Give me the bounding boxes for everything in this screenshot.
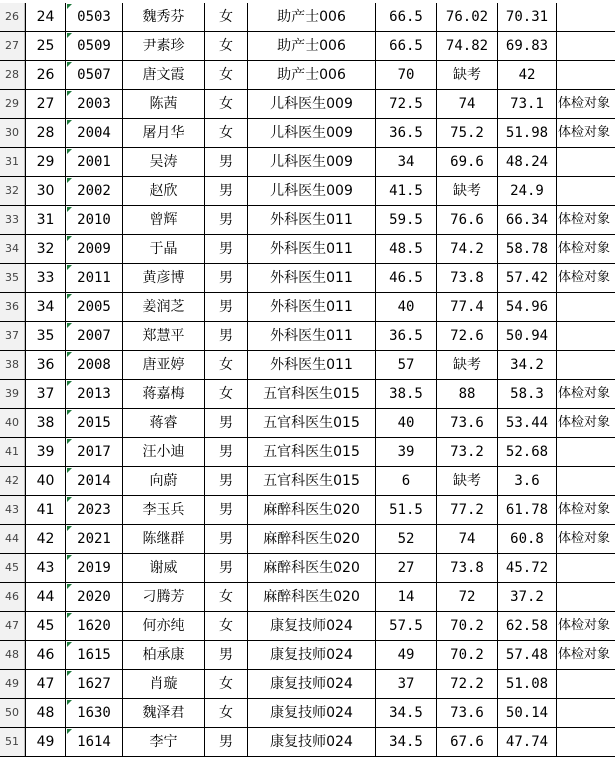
position-cell[interactable]: 助产士006	[248, 3, 376, 31]
table-row	[0, 438, 615, 467]
gender-cell[interactable]: 女	[205, 90, 248, 118]
table-row	[0, 583, 615, 612]
position-cell[interactable]: 康复技师024	[248, 699, 376, 727]
interview-score-cell[interactable]: 74	[437, 90, 498, 118]
exam-code-cell[interactable]: 2015	[66, 409, 123, 437]
sequence-cell[interactable]: 31	[25, 206, 66, 234]
sequence-cell[interactable]: 34	[25, 293, 66, 321]
exam-code-cell[interactable]: 2008	[66, 351, 123, 379]
sequence-cell[interactable]: 39	[25, 438, 66, 466]
note-cell[interactable]: 体检对象	[558, 415, 611, 430]
interview-score-cell[interactable]: 73.8	[437, 264, 498, 292]
written-score-cell[interactable]: 66.5	[376, 32, 437, 60]
row-header[interactable]: 39	[0, 380, 25, 408]
note-cell[interactable]	[557, 61, 615, 89]
row-header[interactable]: 42	[0, 467, 25, 495]
sequence-cell[interactable]: 25	[25, 32, 66, 60]
table-row	[0, 61, 615, 90]
row-header[interactable]: 31	[0, 148, 25, 176]
row-header[interactable]: 29	[0, 90, 25, 118]
note-cell[interactable]	[557, 177, 615, 205]
exam-code-cell[interactable]: 2021	[66, 525, 123, 553]
note-cell[interactable]	[557, 32, 615, 60]
table-row	[0, 467, 615, 496]
name-cell[interactable]: 肖璇	[123, 670, 205, 698]
table-row	[0, 148, 615, 177]
gender-cell[interactable]: 男	[205, 293, 248, 321]
name-cell[interactable]: 魏秀芬	[123, 3, 205, 31]
row-header[interactable]: 51	[0, 728, 25, 756]
note-cell[interactable]	[557, 699, 615, 727]
written-score-cell[interactable]: 49	[376, 641, 437, 669]
table-row	[0, 322, 615, 351]
name-cell[interactable]: 蒋睿	[123, 409, 205, 437]
total-score-cell[interactable]: 51.98	[498, 119, 557, 147]
row-header[interactable]: 44	[0, 525, 25, 553]
row-header[interactable]: 41	[0, 438, 25, 466]
interview-score-cell[interactable]: 70.2	[437, 612, 498, 640]
total-score-cell[interactable]: 52.68	[498, 438, 557, 466]
interview-score-cell[interactable]: 缺考	[437, 467, 498, 495]
total-score-cell[interactable]: 57.48	[498, 641, 557, 669]
row-header[interactable]: 43	[0, 496, 25, 524]
written-score-cell[interactable]: 57.5	[376, 612, 437, 640]
interview-score-cell[interactable]: 72	[437, 583, 498, 611]
row-header[interactable]: 26	[0, 3, 25, 31]
exam-code-cell[interactable]: 1615	[66, 641, 123, 669]
table-row	[0, 264, 615, 293]
note-cell[interactable]	[557, 583, 615, 611]
sequence-cell[interactable]: 48	[25, 699, 66, 727]
position-cell[interactable]: 外科医生011	[248, 351, 376, 379]
position-cell[interactable]: 五官科医生015	[248, 438, 376, 466]
note-cell[interactable]: 体检对象	[558, 212, 611, 227]
gender-cell[interactable]: 女	[205, 119, 248, 147]
interview-score-cell[interactable]: 70.2	[437, 641, 498, 669]
interview-score-cell[interactable]: 73.8	[437, 554, 498, 582]
exam-code-cell[interactable]: 2002	[66, 177, 123, 205]
sequence-cell[interactable]: 29	[25, 148, 66, 176]
name-cell[interactable]: 吴涛	[123, 148, 205, 176]
note-cell[interactable]	[557, 3, 615, 31]
interview-score-cell[interactable]: 69.6	[437, 148, 498, 176]
written-score-cell[interactable]: 27	[376, 554, 437, 582]
gender-cell[interactable]: 男	[205, 525, 248, 553]
exam-code-cell[interactable]: 2009	[66, 235, 123, 263]
written-score-cell[interactable]: 40	[376, 409, 437, 437]
total-score-cell[interactable]: 66.34	[498, 206, 557, 234]
interview-score-cell[interactable]: 73.6	[437, 699, 498, 727]
table-row	[0, 119, 615, 148]
note-cell[interactable]: 体检对象	[558, 96, 611, 111]
table-row	[0, 641, 615, 670]
note-cell[interactable]: 体检对象	[558, 618, 611, 633]
written-score-cell[interactable]: 59.5	[376, 206, 437, 234]
gender-cell[interactable]: 男	[205, 264, 248, 292]
sequence-cell[interactable]: 35	[25, 322, 66, 350]
sequence-cell[interactable]: 38	[25, 409, 66, 437]
sequence-cell[interactable]: 49	[25, 728, 66, 756]
total-score-cell[interactable]: 57.42	[498, 264, 557, 292]
row-header[interactable]: 30	[0, 119, 25, 147]
total-score-cell[interactable]: 24.9	[498, 177, 557, 205]
table-row	[0, 293, 615, 322]
position-cell[interactable]: 康复技师024	[248, 670, 376, 698]
written-score-cell[interactable]: 37	[376, 670, 437, 698]
sequence-cell[interactable]: 26	[25, 61, 66, 89]
exam-code-cell[interactable]: 1620	[66, 612, 123, 640]
sequence-cell[interactable]: 46	[25, 641, 66, 669]
sequence-cell[interactable]: 36	[25, 351, 66, 379]
written-score-cell[interactable]: 41.5	[376, 177, 437, 205]
row-header[interactable]: 48	[0, 641, 25, 669]
position-cell[interactable]: 五官科医生015	[248, 380, 376, 408]
sequence-cell[interactable]: 41	[25, 496, 66, 524]
interview-score-cell[interactable]: 74.82	[437, 32, 498, 60]
name-cell[interactable]: 刁腾芳	[123, 583, 205, 611]
name-cell[interactable]: 蒋嘉梅	[123, 380, 205, 408]
position-cell[interactable]: 儿科医生009	[248, 119, 376, 147]
exam-code-cell[interactable]: 2003	[66, 90, 123, 118]
sequence-cell[interactable]: 45	[25, 612, 66, 640]
row-header[interactable]: 45	[0, 554, 25, 582]
exam-code-cell[interactable]: 2020	[66, 583, 123, 611]
position-cell[interactable]: 外科医生011	[248, 322, 376, 350]
table-row	[0, 3, 615, 32]
table-row	[0, 380, 615, 409]
name-cell[interactable]: 黄彦博	[123, 264, 205, 292]
table-row	[0, 525, 615, 554]
table-row	[0, 177, 615, 206]
written-score-cell[interactable]: 34	[376, 148, 437, 176]
written-score-cell[interactable]: 36.5	[376, 322, 437, 350]
name-cell[interactable]: 魏泽君	[123, 699, 205, 727]
total-score-cell[interactable]: 70.31	[498, 3, 557, 31]
total-score-cell[interactable]: 60.8	[498, 525, 557, 553]
name-cell[interactable]: 向蔚	[123, 467, 205, 495]
row-header[interactable]: 34	[0, 235, 25, 263]
name-cell[interactable]: 汪小迪	[123, 438, 205, 466]
row-header[interactable]: 35	[0, 264, 25, 292]
total-score-cell[interactable]: 69.83	[498, 32, 557, 60]
exam-code-cell[interactable]: 2014	[66, 467, 123, 495]
interview-score-cell[interactable]: 73.2	[437, 438, 498, 466]
total-score-cell[interactable]: 42	[498, 61, 557, 89]
table-row	[0, 32, 615, 61]
sequence-cell[interactable]: 43	[25, 554, 66, 582]
name-cell[interactable]: 姜润芝	[123, 293, 205, 321]
exam-code-cell[interactable]: 2019	[66, 554, 123, 582]
name-cell[interactable]: 谢威	[123, 554, 205, 582]
gender-cell[interactable]: 男	[205, 235, 248, 263]
position-cell[interactable]: 外科医生011	[248, 264, 376, 292]
total-score-cell[interactable]: 58.3	[498, 380, 557, 408]
total-score-cell[interactable]: 34.2	[498, 351, 557, 379]
note-cell[interactable]: 体检对象	[558, 241, 611, 256]
data-grid	[0, 3, 615, 757]
name-cell[interactable]: 李玉兵	[123, 496, 205, 524]
sequence-cell[interactable]: 42	[25, 525, 66, 553]
total-score-cell[interactable]: 47.74	[498, 728, 557, 756]
note-cell[interactable]	[557, 554, 615, 582]
table-row	[0, 554, 615, 583]
gender-cell[interactable]: 男	[205, 496, 248, 524]
total-score-cell[interactable]: 50.14	[498, 699, 557, 727]
exam-code-cell[interactable]: 2001	[66, 148, 123, 176]
position-cell[interactable]: 助产士006	[248, 61, 376, 89]
table-row	[0, 612, 615, 641]
interview-score-cell[interactable]: 76.6	[437, 206, 498, 234]
note-cell[interactable]: 体检对象	[558, 531, 611, 546]
written-score-cell[interactable]: 38.5	[376, 380, 437, 408]
name-cell[interactable]: 陈茜	[123, 90, 205, 118]
total-score-cell[interactable]: 37.2	[498, 583, 557, 611]
interview-score-cell[interactable]: 73.6	[437, 409, 498, 437]
gender-cell[interactable]: 女	[205, 351, 248, 379]
row-header[interactable]: 32	[0, 177, 25, 205]
written-score-cell[interactable]: 34.5	[376, 699, 437, 727]
position-cell[interactable]: 康复技师024	[248, 612, 376, 640]
note-cell[interactable]: 体检对象	[558, 647, 611, 662]
note-cell[interactable]	[557, 322, 615, 350]
gender-cell[interactable]: 女	[205, 3, 248, 31]
exam-code-cell[interactable]: 2007	[66, 322, 123, 350]
name-cell[interactable]: 尹素珍	[123, 32, 205, 60]
exam-code-cell[interactable]: 2005	[66, 293, 123, 321]
sequence-cell[interactable]: 37	[25, 380, 66, 408]
sequence-cell[interactable]: 44	[25, 583, 66, 611]
position-cell[interactable]: 麻醉科医生020	[248, 496, 376, 524]
table-row	[0, 728, 615, 757]
total-score-cell[interactable]: 73.1	[498, 90, 557, 118]
total-score-cell[interactable]: 3.6	[498, 467, 557, 495]
gender-cell[interactable]: 男	[205, 641, 248, 669]
note-cell[interactable]	[557, 293, 615, 321]
name-cell[interactable]: 何亦纯	[123, 612, 205, 640]
exam-code-cell[interactable]: 2017	[66, 438, 123, 466]
gender-cell[interactable]: 男	[205, 409, 248, 437]
interview-score-cell[interactable]: 88	[437, 380, 498, 408]
name-cell[interactable]: 唐亚婷	[123, 351, 205, 379]
written-score-cell[interactable]: 70	[376, 61, 437, 89]
written-score-cell[interactable]: 36.5	[376, 119, 437, 147]
exam-code-cell[interactable]: 0507	[66, 61, 123, 89]
exam-code-cell[interactable]: 0509	[66, 32, 123, 60]
sequence-cell[interactable]: 47	[25, 670, 66, 698]
interview-score-cell[interactable]: 67.6	[437, 728, 498, 756]
note-cell[interactable]	[557, 438, 615, 466]
table-row	[0, 235, 615, 264]
exam-code-cell[interactable]: 2013	[66, 380, 123, 408]
total-score-cell[interactable]: 53.44	[498, 409, 557, 437]
gender-cell[interactable]: 女	[205, 61, 248, 89]
total-score-cell[interactable]: 54.96	[498, 293, 557, 321]
row-header[interactable]: 27	[0, 32, 25, 60]
sequence-cell[interactable]: 28	[25, 119, 66, 147]
table-row	[0, 90, 615, 119]
position-cell[interactable]: 康复技师024	[248, 641, 376, 669]
position-cell[interactable]: 儿科医生009	[248, 90, 376, 118]
gender-cell[interactable]: 男	[205, 177, 248, 205]
exam-code-cell[interactable]: 2011	[66, 264, 123, 292]
gender-cell[interactable]: 女	[205, 699, 248, 727]
position-cell[interactable]: 五官科医生015	[248, 467, 376, 495]
position-cell[interactable]: 助产士006	[248, 32, 376, 60]
note-cell[interactable]: 体检对象	[558, 502, 611, 517]
row-header[interactable]: 46	[0, 583, 25, 611]
sequence-cell[interactable]: 24	[25, 3, 66, 31]
name-cell[interactable]: 柏承康	[123, 641, 205, 669]
total-score-cell[interactable]: 48.24	[498, 148, 557, 176]
gender-cell[interactable]: 男	[205, 554, 248, 582]
note-cell[interactable]	[557, 670, 615, 698]
gender-cell[interactable]: 男	[205, 206, 248, 234]
position-cell[interactable]: 外科医生011	[248, 206, 376, 234]
position-cell[interactable]: 麻醉科医生020	[248, 525, 376, 553]
written-score-cell[interactable]: 14	[376, 583, 437, 611]
row-header[interactable]: 38	[0, 351, 25, 379]
row-header[interactable]: 33	[0, 206, 25, 234]
gender-cell[interactable]: 女	[205, 380, 248, 408]
total-score-cell[interactable]: 50.94	[498, 322, 557, 350]
position-cell[interactable]: 康复技师024	[248, 728, 376, 756]
total-score-cell[interactable]: 61.78	[498, 496, 557, 524]
note-cell[interactable]: 体检对象	[558, 386, 611, 401]
position-cell[interactable]: 儿科医生009	[248, 177, 376, 205]
written-score-cell[interactable]: 72.5	[376, 90, 437, 118]
written-score-cell[interactable]: 6	[376, 467, 437, 495]
table-row	[0, 206, 615, 235]
exam-code-cell[interactable]: 1614	[66, 728, 123, 756]
name-cell[interactable]: 曾辉	[123, 206, 205, 234]
written-score-cell[interactable]: 52	[376, 525, 437, 553]
interview-score-cell[interactable]: 72.6	[437, 322, 498, 350]
row-header[interactable]: 49	[0, 670, 25, 698]
exam-code-cell[interactable]: 2004	[66, 119, 123, 147]
name-cell[interactable]: 陈继群	[123, 525, 205, 553]
exam-code-cell[interactable]: 2010	[66, 206, 123, 234]
table-row	[0, 670, 615, 699]
gender-cell[interactable]: 男	[205, 148, 248, 176]
written-score-cell[interactable]: 34.5	[376, 728, 437, 756]
interview-score-cell[interactable]: 75.2	[437, 119, 498, 147]
name-cell[interactable]: 李宁	[123, 728, 205, 756]
total-score-cell[interactable]: 62.58	[498, 612, 557, 640]
note-cell[interactable]: 体检对象	[558, 125, 611, 140]
written-score-cell[interactable]: 57	[376, 351, 437, 379]
written-score-cell[interactable]: 39	[376, 438, 437, 466]
sequence-cell[interactable]: 33	[25, 264, 66, 292]
name-cell[interactable]: 唐文霞	[123, 61, 205, 89]
sequence-cell[interactable]: 30	[25, 177, 66, 205]
name-cell[interactable]: 于晶	[123, 235, 205, 263]
note-cell[interactable]	[557, 467, 615, 495]
written-score-cell[interactable]: 66.5	[376, 3, 437, 31]
written-score-cell[interactable]: 40	[376, 293, 437, 321]
name-cell[interactable]: 郑慧平	[123, 322, 205, 350]
row-header[interactable]: 37	[0, 322, 25, 350]
row-header[interactable]: 28	[0, 61, 25, 89]
gender-cell[interactable]: 男	[205, 728, 248, 756]
note-cell[interactable]	[557, 728, 615, 756]
interview-score-cell[interactable]: 缺考	[437, 351, 498, 379]
written-score-cell[interactable]: 51.5	[376, 496, 437, 524]
position-cell[interactable]: 外科医生011	[248, 293, 376, 321]
gender-cell[interactable]: 女	[205, 612, 248, 640]
gender-cell[interactable]: 男	[205, 322, 248, 350]
interview-score-cell[interactable]: 缺考	[437, 61, 498, 89]
position-cell[interactable]: 儿科医生009	[248, 148, 376, 176]
total-score-cell[interactable]: 51.08	[498, 670, 557, 698]
position-cell[interactable]: 麻醉科医生020	[248, 583, 376, 611]
exam-code-cell[interactable]: 2023	[66, 496, 123, 524]
position-cell[interactable]: 五官科医生015	[248, 409, 376, 437]
table-row	[0, 409, 615, 438]
position-cell[interactable]: 外科医生011	[248, 235, 376, 263]
table-row	[0, 699, 615, 728]
note-cell[interactable]: 体检对象	[558, 270, 611, 285]
exam-code-cell[interactable]: 1630	[66, 699, 123, 727]
interview-score-cell[interactable]: 77.4	[437, 293, 498, 321]
name-cell[interactable]: 屠月华	[123, 119, 205, 147]
interview-score-cell[interactable]: 74	[437, 525, 498, 553]
written-score-cell[interactable]: 48.5	[376, 235, 437, 263]
interview-score-cell[interactable]: 缺考	[437, 177, 498, 205]
row-header[interactable]: 40	[0, 409, 25, 437]
note-cell[interactable]	[557, 351, 615, 379]
interview-score-cell[interactable]: 77.2	[437, 496, 498, 524]
gender-cell[interactable]: 女	[205, 32, 248, 60]
total-score-cell[interactable]: 45.72	[498, 554, 557, 582]
gender-cell[interactable]: 男	[205, 438, 248, 466]
interview-score-cell[interactable]: 74.2	[437, 235, 498, 263]
total-score-cell[interactable]: 58.78	[498, 235, 557, 263]
row-header[interactable]: 36	[0, 293, 25, 321]
exam-code-cell[interactable]: 0503	[66, 3, 123, 31]
interview-score-cell[interactable]: 72.2	[437, 670, 498, 698]
note-cell[interactable]	[557, 148, 615, 176]
gender-cell[interactable]: 女	[205, 583, 248, 611]
row-header[interactable]: 50	[0, 699, 25, 727]
written-score-cell[interactable]: 46.5	[376, 264, 437, 292]
gender-cell[interactable]: 男	[205, 467, 248, 495]
interview-score-cell[interactable]: 76.02	[437, 3, 498, 31]
row-header[interactable]: 47	[0, 612, 25, 640]
sequence-cell[interactable]: 32	[25, 235, 66, 263]
position-cell[interactable]: 麻醉科医生020	[248, 554, 376, 582]
table-row	[0, 496, 615, 525]
sequence-cell[interactable]: 27	[25, 90, 66, 118]
table-row	[0, 351, 615, 380]
exam-code-cell[interactable]: 1627	[66, 670, 123, 698]
name-cell[interactable]: 赵欣	[123, 177, 205, 205]
gender-cell[interactable]: 女	[205, 670, 248, 698]
sequence-cell[interactable]: 40	[25, 467, 66, 495]
